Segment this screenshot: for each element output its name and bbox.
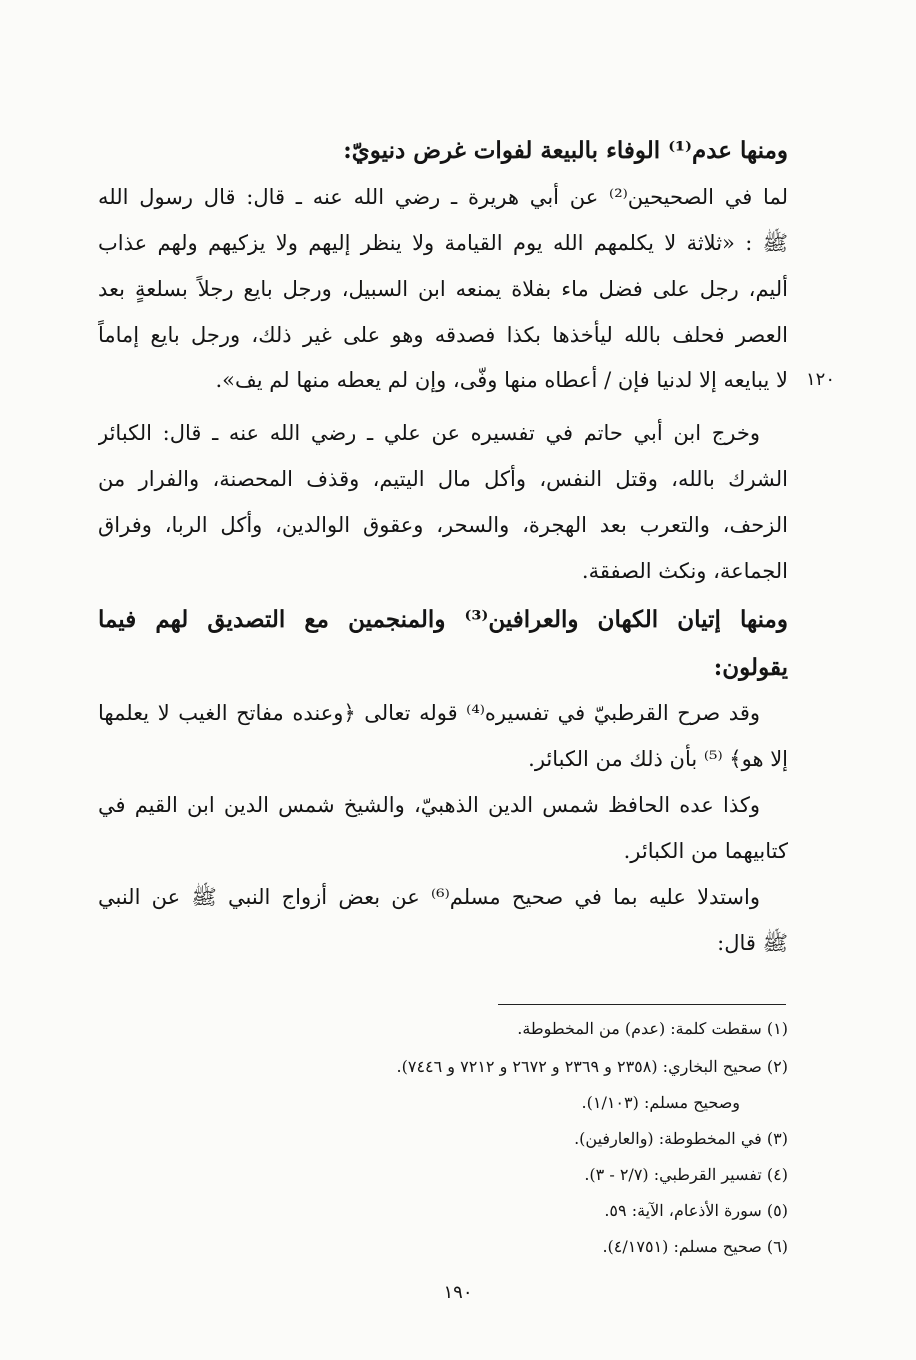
body-line: الشرك بالله، وقتل النفس، وأكل مال اليتيم، وقذف المحصنة، والفرار من <box>98 467 788 491</box>
body-line: العصر فحلف بالله ليأخذها بكذا فصدقه وهو على غير ذلك، ورجل بايع إماماً <box>98 323 788 347</box>
footnote-3: (٣) في المخطوطة: (والعارفين). <box>574 1129 788 1148</box>
body-line: ﷺ قال: <box>717 931 788 955</box>
body-line: إلا هو﴾ ⁽⁵⁾ بأن ذلك من الكبائر. <box>528 747 788 771</box>
footnote-4: (٤) تفسير القرطبي: (٢/٧ - ٣). <box>584 1165 788 1184</box>
body-line: وكذا عده الحافظ شمس الدين الذهبيّ، والشيخ شمس الدين ابن القيم في <box>98 793 760 817</box>
page-number: ١٩٠ <box>443 1282 473 1303</box>
body-line: وخرج ابن أبي حاتم في تفسيره عن علي ـ رضي الله عنه ـ قال: الكبائر <box>98 421 760 445</box>
footnote-2-cont: وصحيح مسلم: (١/١٠٣). <box>581 1093 740 1112</box>
footnote-5: (٥) سورة الأذعام، الآية: ٥٩. <box>604 1201 788 1220</box>
body-line: الجماعة، ونكث الصفقة. <box>581 559 788 583</box>
body-line: كتابيهما من الكبائر. <box>623 839 788 863</box>
footnote-6: (٦) صحيح مسلم: (٤/١٧٥١). <box>602 1237 788 1256</box>
body-line: ﷺ : «ثلاثة لا يكلمهم الله يوم القيامة ولا ينظر إليهم ولا يزكيهم ولهم عذاب <box>98 231 788 255</box>
section-heading-1: ومنها عدم⁽¹⁾ الوفاء بالبيعة لفوات غرض دنيويّ: <box>343 137 788 164</box>
body-line: لما في الصحيحين⁽²⁾ عن أبي هريرة ـ رضي الله عنه ـ قال: قال رسول الله <box>98 185 788 209</box>
margin-folio-number: ١٢٠ <box>806 369 836 390</box>
footnote-2: (٢) صحيح البخاري: (٢٣٥٨ و ٢٣٦٩ و ٢٦٧٢ و ٧٢١٢ و ٧٤٤٦). <box>396 1057 788 1076</box>
body-line: أليم، رجل على فضل ماء بفلاة يمنعه ابن السبيل، ورجل بايع رجلاً بسلعةٍ بعد <box>98 277 788 301</box>
section-heading-2-cont: يقولون: <box>713 654 788 681</box>
body-line: وقد صرح القرطبيّ في تفسيره⁽⁴⁾ قوله تعالى ﴿وعنده مفاتح الغيب لا يعلمها <box>98 701 760 725</box>
body-line: لا يبايعه إلا لدنيا فإن / أعطاه منها وفّى، وإن لم يعطه منها لم يف». <box>215 368 788 392</box>
body-line: واستدلا عليه بما في صحيح مسلم⁽⁶⁾ عن بعض أزواج النبي ﷺ عن النبي <box>98 885 760 909</box>
section-heading-2: ومنها إتيان الكهان والعرافين⁽³⁾ والمنجمين مع التصديق لهم فيما <box>98 606 788 633</box>
footnote-1: (١) سقطت كلمة: (عدم) من المخطوطة. <box>517 1019 788 1038</box>
body-line: الزحف، والتعرب بعد الهجرة، والسحر، وعقوق الوالدين، وأكل الربا، وفراق <box>98 513 788 537</box>
footnote-divider <box>498 1004 786 1005</box>
